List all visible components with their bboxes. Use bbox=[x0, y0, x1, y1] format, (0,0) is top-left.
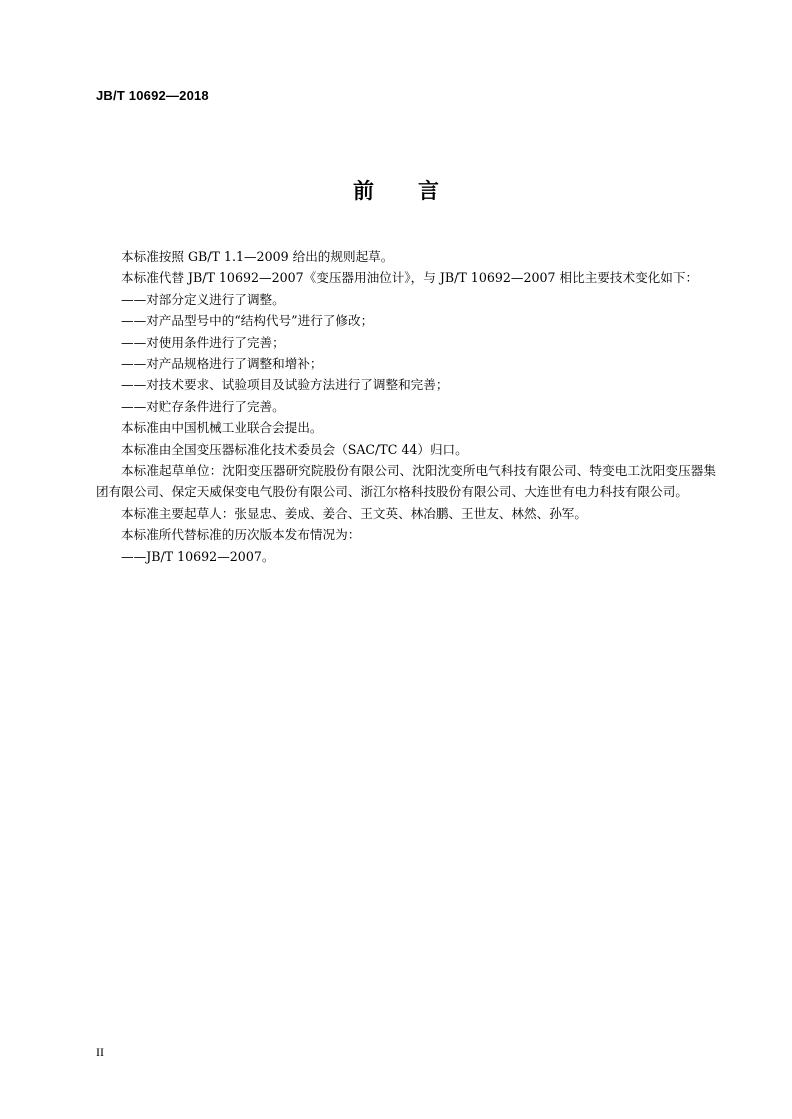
page-number: II bbox=[96, 1045, 104, 1059]
change-item: ——对贮存条件进行了完善。 bbox=[121, 398, 285, 414]
change-item: ——对产品型号中的“结构代号”进行了修改； bbox=[121, 313, 374, 329]
foreword-body bbox=[96, 246, 716, 567]
change-item: ——对部分定义进行了调整。 bbox=[121, 291, 285, 307]
page-title bbox=[0, 175, 792, 205]
change-item: ——对技术要求、试验项目及试验方法进行了调整和完善； bbox=[121, 377, 449, 393]
paragraph-proposer: 本标准由中国机械工业联合会提出。 bbox=[121, 420, 323, 436]
title-char-2: 言 bbox=[418, 179, 439, 203]
history-item: ——JB/T 10692—2007。 bbox=[121, 548, 275, 564]
paragraph-committee: 本标准由全国变压器标准化技术委员会（SAC/TC 44）归口。 bbox=[121, 441, 468, 457]
paragraph-replacement: 本标准代替 JB/T 10692—2007《变压器用油位计》，与 JB/T 10692—2007 相比主要技术变化如下： bbox=[121, 270, 699, 286]
change-item: ——对产品规格进行了调整和增补； bbox=[121, 356, 323, 372]
paragraph-drafting-units: 本标准起草单位：沈阳变压器研究院股份有限公司、沈阳沈变所电气科技有限公司、特变电工沈阳变压器集团有限公司、保定天威保变电气股份有限公司、浙江尔格科技股份有限公司、大连世有电力科技有限公司。 bbox=[96, 463, 716, 500]
change-item: ——对使用条件进行了完善； bbox=[121, 334, 285, 350]
title-char-1: 前 bbox=[353, 179, 374, 203]
paragraph-drafting-rules: 本标准按照 GB/T 1.1—2009 给出的规则起草。 bbox=[121, 249, 394, 264]
paragraph-history: 本标准所代替标准的历次版本发布情况为： bbox=[121, 527, 361, 543]
standard-number: JB/T 10692—2018 bbox=[96, 88, 209, 103]
paragraph-drafters: 本标准主要起草人：张显忠、姜成、姜合、王文英、林冶鹏、王世友、林然、孙军。 bbox=[121, 505, 587, 521]
